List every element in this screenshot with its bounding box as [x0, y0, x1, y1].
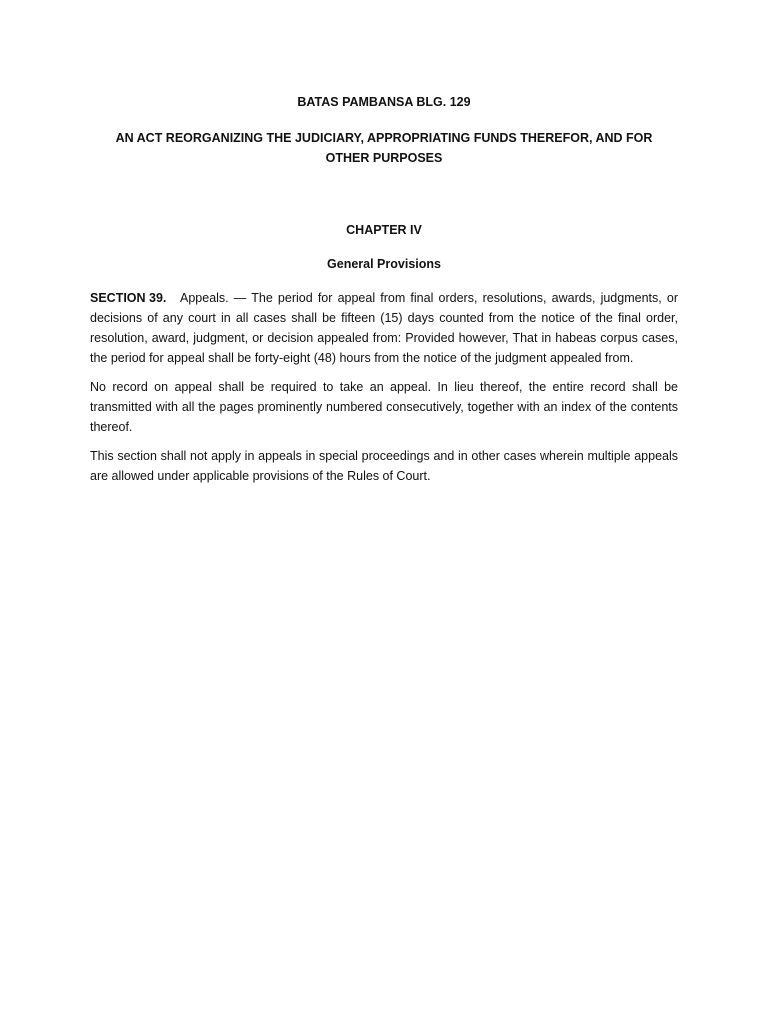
document-subtitle: AN ACT REORGANIZING THE JUDICIARY, APPROPRIATING FUNDS THEREFOR, AND FOR OTHER PURPOSES — [115, 131, 653, 165]
section-paragraph-3: This section shall not apply in appeals in special proceedings and in other cases wherein multiple appeals are allowed under applicable provisions of the Rules of Court. — [90, 449, 678, 483]
section-paragraph-2: No record on appeal shall be required to take an appeal. In lieu thereof, the entire record shall be transmitted with all the pages prominently numbered consecutively, together with an index of the contents thereof. — [90, 380, 678, 434]
chapter-heading: CHAPTER IV — [346, 223, 422, 237]
section-paragraph-1 — [90, 288, 678, 368]
section-label: SECTION 39. — [90, 291, 167, 305]
document-body — [90, 92, 678, 495]
document-title: BATAS PAMBANSA BLG. 129 — [297, 95, 471, 109]
chapter-title: General Provisions — [327, 257, 441, 271]
paragraph-text: Appeals. — The period for appeal from final orders, resolutions, awards, judgments, or decisions of any court in all cases shall be fifteen (15) days counted from the notice of the final order, resolution, award, judgment, or decision appealed from: Provided however, That in habeas corpus cases, the period for appeal shall be forty-eight (48) hours from the notice of the judgment appealed from. — [90, 291, 678, 365]
